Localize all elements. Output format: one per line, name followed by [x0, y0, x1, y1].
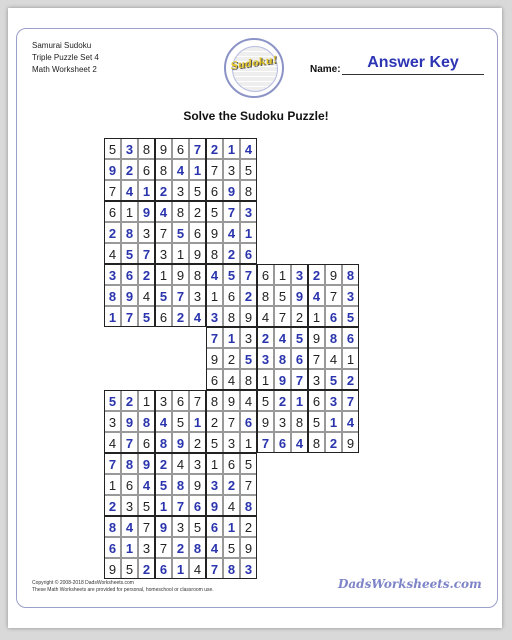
sudoku-cell[interactable]: 5 [189, 516, 206, 537]
sudoku-cell[interactable]: 2 [138, 264, 155, 285]
sudoku-cell[interactable]: 6 [155, 306, 172, 327]
sudoku-cell[interactable]: 1 [342, 348, 359, 369]
sudoku-cell[interactable]: 6 [325, 306, 342, 327]
sudoku-cell[interactable]: 9 [206, 495, 223, 516]
sudoku-cell[interactable]: 3 [155, 243, 172, 264]
sudoku-cell[interactable]: 2 [104, 495, 121, 516]
sudoku-cell[interactable]: 3 [223, 159, 240, 180]
sudoku-cell[interactable]: 3 [240, 201, 257, 222]
sudoku-cell[interactable]: 2 [325, 432, 342, 453]
sudoku-cell[interactable]: 9 [172, 432, 189, 453]
sudoku-cell[interactable]: 5 [308, 411, 325, 432]
sudoku-cell[interactable]: 3 [189, 453, 206, 474]
sudoku-cell[interactable]: 3 [121, 138, 138, 159]
sudoku-cell[interactable]: 8 [257, 285, 274, 306]
sudoku-cell[interactable]: 3 [274, 411, 291, 432]
sudoku-cell[interactable]: 6 [189, 495, 206, 516]
sudoku-cell[interactable]: 3 [189, 285, 206, 306]
footer-copyright: Copyright © 2008-2018 DadsWorksheets.com [32, 580, 134, 586]
sudoku-cell[interactable]: 9 [223, 180, 240, 201]
sudoku-cell[interactable]: 2 [291, 306, 308, 327]
sudoku-cell[interactable]: 3 [155, 390, 172, 411]
sudoku-cell[interactable]: 7 [223, 411, 240, 432]
sudoku-cell[interactable]: 1 [138, 180, 155, 201]
sudoku-cell[interactable]: 4 [223, 495, 240, 516]
sudoku-cell[interactable]: 2 [206, 411, 223, 432]
sudoku-cell[interactable]: 1 [121, 537, 138, 558]
sudoku-cell[interactable]: 5 [274, 285, 291, 306]
sudoku-cell[interactable]: 3 [206, 474, 223, 495]
sudoku-cell[interactable]: 2 [257, 327, 274, 348]
sudoku-cell[interactable]: 1 [274, 264, 291, 285]
sudoku-cell[interactable]: 7 [308, 348, 325, 369]
sudoku-cell[interactable]: 6 [308, 390, 325, 411]
sudoku-cell[interactable]: 4 [138, 474, 155, 495]
sudoku-cell[interactable]: 5 [172, 411, 189, 432]
sudoku-cell[interactable]: 7 [121, 432, 138, 453]
sudoku-cell[interactable]: 6 [274, 432, 291, 453]
sudoku-cell[interactable]: 4 [240, 138, 257, 159]
footer [32, 580, 214, 594]
sudoku-cell[interactable]: 5 [138, 306, 155, 327]
sudoku-cell[interactable]: 9 [291, 285, 308, 306]
sudoku-cell[interactable]: 1 [155, 264, 172, 285]
sudoku-cell[interactable]: 9 [325, 264, 342, 285]
sudoku-cell[interactable]: 3 [257, 348, 274, 369]
sudoku-cell[interactable]: 4 [155, 411, 172, 432]
sudoku-cell[interactable]: 1 [257, 369, 274, 390]
sudoku-cell[interactable]: 8 [138, 411, 155, 432]
sudoku-cell[interactable]: 2 [172, 537, 189, 558]
sudoku-cell[interactable]: 5 [104, 390, 121, 411]
sudoku-cell[interactable]: 4 [189, 306, 206, 327]
sudoku-cell[interactable]: 9 [206, 222, 223, 243]
sudoku-cell[interactable]: 4 [223, 369, 240, 390]
sudoku-cell[interactable]: 2 [223, 474, 240, 495]
sudoku-cell[interactable]: 6 [291, 348, 308, 369]
sudoku-cell[interactable]: 4 [206, 537, 223, 558]
sudoku-cell[interactable]: 6 [138, 159, 155, 180]
sudoku-cell[interactable]: 1 [155, 495, 172, 516]
sudoku-cell[interactable]: 3 [342, 285, 359, 306]
sudoku-cell[interactable]: 6 [121, 474, 138, 495]
sudoku-cell[interactable]: 8 [291, 411, 308, 432]
sudoku-cell[interactable]: 9 [342, 432, 359, 453]
sudoku-cell[interactable]: 2 [189, 201, 206, 222]
sudoku-cell[interactable]: 4 [342, 411, 359, 432]
sudoku-cell[interactable]: 3 [172, 180, 189, 201]
sudoku-cell[interactable]: 6 [206, 180, 223, 201]
sudoku-cell[interactable]: 4 [138, 285, 155, 306]
sudoku-cell[interactable]: 4 [189, 558, 206, 579]
sudoku-cell[interactable]: 9 [240, 306, 257, 327]
sudoku-cell[interactable]: 6 [240, 243, 257, 264]
sudoku-cell[interactable]: 2 [274, 390, 291, 411]
sudoku-cell[interactable]: 4 [274, 327, 291, 348]
sudoku-cell[interactable]: 6 [257, 264, 274, 285]
sudoku-cell[interactable]: 9 [138, 201, 155, 222]
sudoku-cell[interactable]: 9 [104, 159, 121, 180]
sudoku-cell[interactable]: 5 [240, 348, 257, 369]
sudoku-cell[interactable]: 8 [121, 222, 138, 243]
sudoku-cell[interactable]: 7 [172, 285, 189, 306]
sudoku-cell[interactable]: 3 [206, 306, 223, 327]
sudoku-cell[interactable]: 8 [308, 432, 325, 453]
sudoku-cell[interactable]: 9 [172, 264, 189, 285]
sudoku-cell[interactable]: 8 [104, 516, 121, 537]
sudoku-cell[interactable]: 4 [308, 285, 325, 306]
sudoku-cell[interactable]: 7 [155, 222, 172, 243]
sudoku-cell[interactable]: 8 [189, 537, 206, 558]
sudoku-cell[interactable]: 5 [325, 369, 342, 390]
sudoku-cell[interactable]: 4 [223, 222, 240, 243]
sudoku-cell[interactable]: 2 [240, 516, 257, 537]
sudoku-cell[interactable]: 8 [206, 390, 223, 411]
sudoku-cell[interactable]: 8 [325, 327, 342, 348]
sudoku-cell[interactable]: 3 [138, 222, 155, 243]
sudoku-cell[interactable]: 1 [291, 390, 308, 411]
sudoku-cell[interactable]: 5 [240, 159, 257, 180]
sudoku-cell[interactable]: 9 [274, 369, 291, 390]
sudoku-cell[interactable]: 9 [189, 474, 206, 495]
sudoku-cell[interactable]: 8 [138, 138, 155, 159]
sudoku-cell[interactable]: 8 [240, 495, 257, 516]
sudoku-cell[interactable]: 3 [291, 264, 308, 285]
sudoku-cell[interactable]: 2 [155, 453, 172, 474]
sudoku-cell[interactable]: 4 [121, 180, 138, 201]
sudoku-cell[interactable]: 5 [223, 537, 240, 558]
sudoku-cell[interactable]: 1 [189, 411, 206, 432]
header-set: Triple Puzzle Set 4 [32, 53, 99, 62]
sudoku-cell[interactable]: 6 [104, 201, 121, 222]
sudoku-cell[interactable]: 6 [121, 264, 138, 285]
sudoku-cell[interactable]: 5 [240, 453, 257, 474]
sudoku-cell[interactable]: 8 [223, 306, 240, 327]
sudoku-cell[interactable]: 8 [172, 201, 189, 222]
sudoku-cell[interactable]: 4 [104, 243, 121, 264]
sudoku-cell[interactable]: 6 [172, 138, 189, 159]
sudoku-cell[interactable]: 4 [104, 432, 121, 453]
sudoku-cell[interactable]: 7 [342, 390, 359, 411]
sudoku-cell[interactable]: 2 [223, 348, 240, 369]
sudoku-cell[interactable]: 4 [325, 348, 342, 369]
sudoku-cell[interactable]: 3 [325, 390, 342, 411]
sudoku-cell[interactable]: 9 [189, 243, 206, 264]
sudoku-cell[interactable]: 3 [104, 264, 121, 285]
sudoku-cell[interactable]: 7 [291, 369, 308, 390]
sudoku-cell[interactable]: 5 [172, 222, 189, 243]
sudoku-cell[interactable]: 2 [172, 306, 189, 327]
sudoku-cell[interactable]: 5 [121, 243, 138, 264]
sudoku-cell[interactable]: 2 [223, 243, 240, 264]
sudoku-cell[interactable]: 4 [172, 453, 189, 474]
sudoku-cell[interactable]: 1 [104, 306, 121, 327]
sudoku-cell[interactable]: 5 [155, 474, 172, 495]
dadsworksheets-logo[interactable] [338, 576, 482, 592]
sudoku-cell[interactable]: 5 [342, 306, 359, 327]
sudoku-cell[interactable]: 6 [104, 537, 121, 558]
sudoku-cell[interactable]: 1 [308, 306, 325, 327]
sudoku-cell[interactable]: 9 [240, 537, 257, 558]
sudoku-cell[interactable]: 8 [342, 264, 359, 285]
sudoku-cell[interactable]: 6 [206, 369, 223, 390]
sudoku-cell[interactable]: 8 [223, 558, 240, 579]
sudoku-cell[interactable]: 2 [138, 558, 155, 579]
sudoku-cell[interactable]: 5 [138, 495, 155, 516]
sudoku-cell[interactable]: 3 [308, 369, 325, 390]
sudoku-cell[interactable]: 9 [104, 558, 121, 579]
sudoku-cell[interactable]: 7 [155, 537, 172, 558]
sudoku-cell[interactable]: 8 [189, 264, 206, 285]
sudoku-cell[interactable]: 9 [155, 138, 172, 159]
sudoku-cell[interactable]: 4 [155, 201, 172, 222]
sudoku-cell[interactable]: 6 [223, 453, 240, 474]
sudoku-cell[interactable]: 5 [206, 432, 223, 453]
sudoku-cell[interactable]: 2 [155, 180, 172, 201]
sudoku-cell[interactable]: 3 [172, 516, 189, 537]
sudoku-cell[interactable]: 7 [240, 474, 257, 495]
sudoku-cell[interactable]: 1 [325, 411, 342, 432]
sudoku-cell[interactable]: 8 [121, 453, 138, 474]
sudoku-cell[interactable]: 8 [240, 180, 257, 201]
sudoku-cell[interactable]: 1 [121, 201, 138, 222]
sudoku-cell[interactable]: 8 [274, 348, 291, 369]
sudoku-cell[interactable]: 2 [342, 369, 359, 390]
sudoku-cell[interactable]: 9 [223, 390, 240, 411]
sudoku-cell[interactable]: 9 [206, 348, 223, 369]
sudoku-cell[interactable]: 4 [172, 159, 189, 180]
footer-notice: These Math Worksheets are provided for personal, homeschool or classroom use. [32, 587, 214, 593]
sudoku-cell[interactable]: 7 [189, 390, 206, 411]
sudoku-cell[interactable]: 1 [206, 453, 223, 474]
sudoku-cell[interactable]: 7 [104, 453, 121, 474]
sudoku-cell[interactable]: 1 [138, 390, 155, 411]
sudoku-cell[interactable]: 7 [121, 306, 138, 327]
sudoku-cell[interactable]: 5 [121, 558, 138, 579]
sudoku-cell[interactable]: 7 [189, 138, 206, 159]
sudoku-cell[interactable]: 1 [240, 432, 257, 453]
sudoku-cell[interactable]: 2 [104, 222, 121, 243]
puzzle-title: Solve the Sudoku Puzzle! [183, 109, 329, 123]
logo-sub: Worksheets.com [371, 577, 482, 591]
sudoku-cell[interactable]: 2 [206, 138, 223, 159]
seal-text: Sudoku! [230, 54, 278, 73]
sudoku-cell[interactable]: 7 [172, 495, 189, 516]
sudoku-cell[interactable]: 6 [223, 285, 240, 306]
answer-key-text: Answer Key [367, 54, 459, 71]
sudoku-cell[interactable]: 9 [155, 516, 172, 537]
header-worksheet: Math Worksheet 2 [32, 65, 97, 74]
sudoku-cell[interactable]: 6 [155, 558, 172, 579]
sudoku-cell[interactable]: 7 [240, 264, 257, 285]
name-label: Name: [310, 64, 341, 75]
sudoku-cell[interactable]: 5 [223, 264, 240, 285]
sudoku-cell[interactable]: 3 [223, 432, 240, 453]
sudoku-cell[interactable]: 7 [257, 432, 274, 453]
sudoku-cell[interactable]: 9 [138, 453, 155, 474]
sudoku-cell[interactable]: 3 [240, 327, 257, 348]
sudoku-cell[interactable]: 7 [274, 306, 291, 327]
sudoku-cell[interactable]: 8 [172, 474, 189, 495]
sudoku-cell[interactable]: 3 [240, 558, 257, 579]
sudoku-cell[interactable]: 2 [240, 285, 257, 306]
sudoku-cell[interactable]: 1 [223, 138, 240, 159]
sudoku-cell[interactable]: 5 [189, 180, 206, 201]
sudoku-cell[interactable]: 2 [189, 432, 206, 453]
sudoku-cell[interactable]: 1 [104, 474, 121, 495]
sudoku-cell[interactable]: 4 [257, 306, 274, 327]
sudoku-cell[interactable]: 6 [189, 222, 206, 243]
sudoku-cell[interactable]: 6 [342, 327, 359, 348]
sudoku-cell[interactable]: 7 [223, 201, 240, 222]
sudoku-cell[interactable]: 6 [240, 411, 257, 432]
sudoku-cell[interactable]: 1 [240, 222, 257, 243]
sudoku-cell[interactable]: 9 [121, 411, 138, 432]
sudoku-cell[interactable]: 1 [172, 243, 189, 264]
sudoku-cell[interactable]: 2 [308, 264, 325, 285]
sudoku-cell[interactable]: 7 [206, 558, 223, 579]
sudoku-cell[interactable]: 3 [104, 411, 121, 432]
sudoku-cell[interactable]: 7 [206, 159, 223, 180]
sudoku-cell[interactable]: 8 [155, 159, 172, 180]
sudoku-cell[interactable]: 3 [121, 495, 138, 516]
sudoku-cell[interactable]: 5 [155, 285, 172, 306]
sudoku-cell[interactable]: 9 [121, 285, 138, 306]
sudoku-cell[interactable]: 1 [223, 516, 240, 537]
sudoku-cell[interactable]: 1 [223, 327, 240, 348]
sudoku-cell[interactable]: 8 [240, 369, 257, 390]
sudoku-cell[interactable]: 6 [138, 432, 155, 453]
sudoku-cell[interactable]: 7 [104, 180, 121, 201]
sudoku-cell[interactable]: 5 [257, 390, 274, 411]
sudoku-cell[interactable]: 2 [121, 159, 138, 180]
sudoku-cell[interactable]: 7 [206, 327, 223, 348]
sudoku-cell[interactable]: 8 [155, 432, 172, 453]
sudoku-cell[interactable]: 9 [308, 327, 325, 348]
sudoku-cell[interactable]: 4 [240, 390, 257, 411]
header-title: Samurai Sudoku [32, 41, 92, 50]
sudoku-cell[interactable]: 8 [206, 243, 223, 264]
sudoku-cell[interactable]: 1 [206, 285, 223, 306]
sudoku-cell[interactable]: 9 [257, 411, 274, 432]
sudoku-cell[interactable]: 7 [138, 243, 155, 264]
sudoku-cell[interactable]: 6 [206, 516, 223, 537]
sudoku-cell[interactable]: 3 [138, 537, 155, 558]
sudoku-cell[interactable]: 5 [291, 327, 308, 348]
sudoku-cell[interactable]: 5 [104, 138, 121, 159]
sudoku-cell[interactable]: 7 [138, 516, 155, 537]
sudoku-cell[interactable]: 4 [121, 516, 138, 537]
logo-main: Dads [338, 577, 372, 591]
sudoku-cell[interactable]: 7 [325, 285, 342, 306]
sudoku-cell[interactable]: 2 [121, 390, 138, 411]
sudoku-cell[interactable]: 6 [172, 390, 189, 411]
sudoku-cell[interactable]: 5 [206, 201, 223, 222]
sudoku-cell[interactable]: 8 [104, 285, 121, 306]
sudoku-cell[interactable]: 4 [291, 432, 308, 453]
sudoku-cell[interactable]: 1 [172, 558, 189, 579]
sudoku-cell[interactable]: 4 [206, 264, 223, 285]
sudoku-cell[interactable]: 1 [189, 159, 206, 180]
